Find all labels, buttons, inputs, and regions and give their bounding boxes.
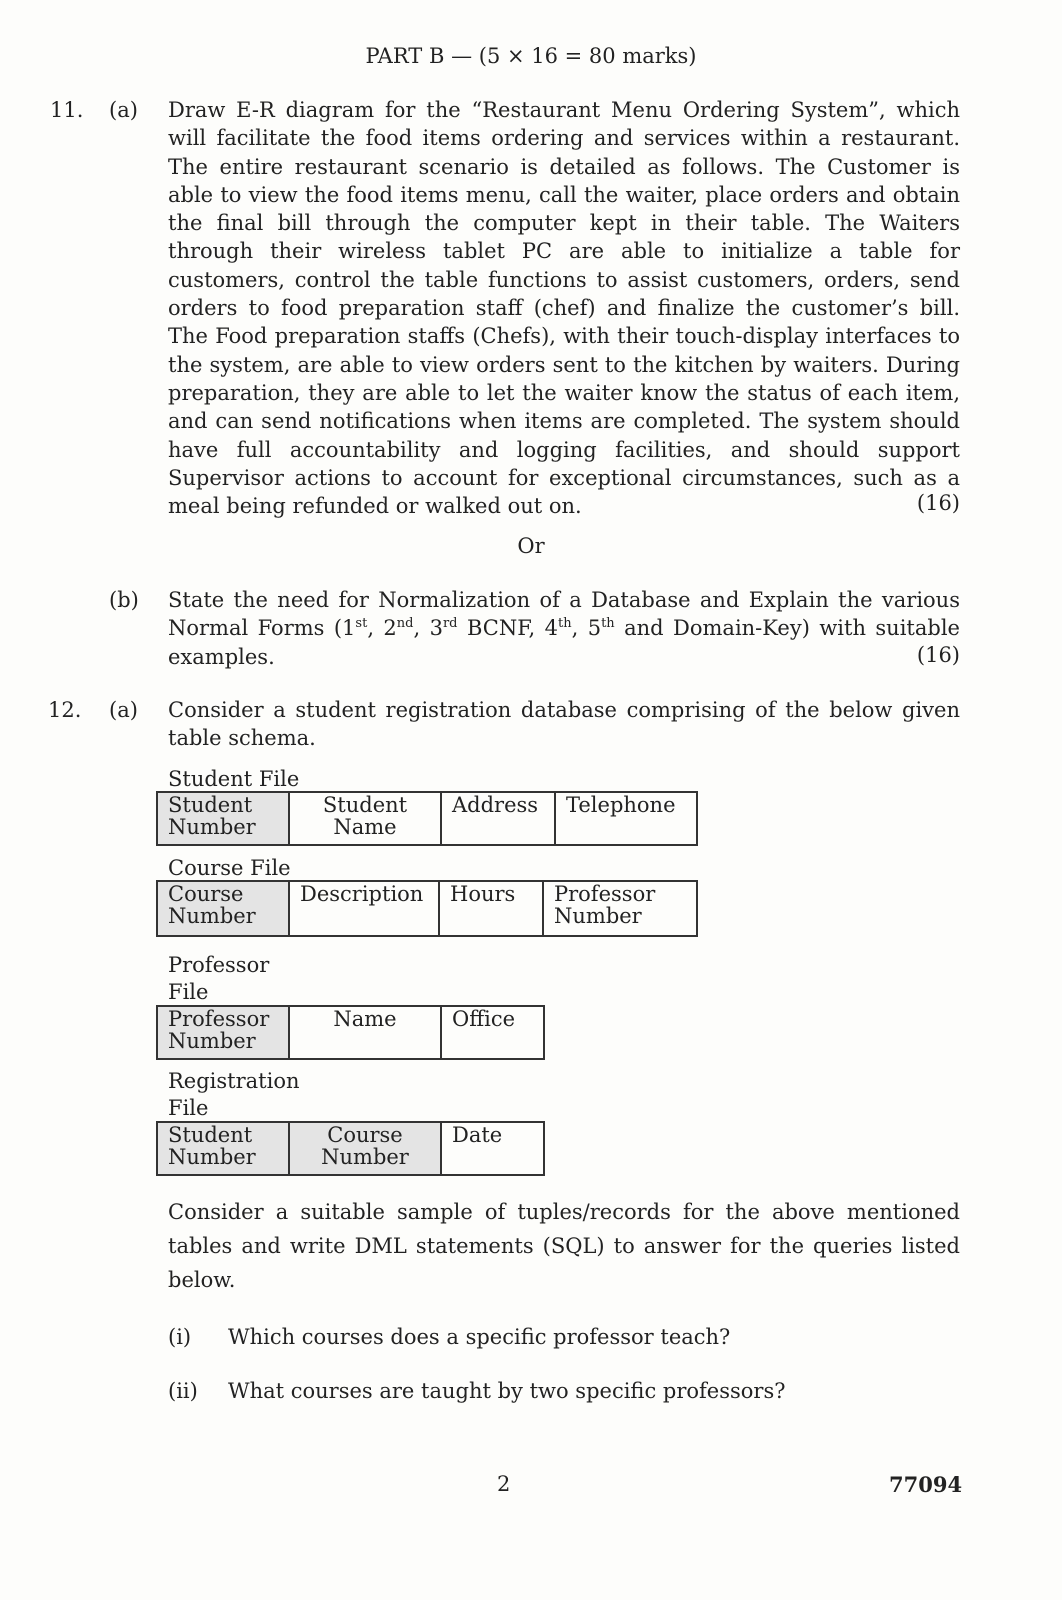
q11-a-text: Draw E-R diagram for the “Restaurant Menu Ordering System”, which will facilitate the food items ordering and services within a restaurant. The entire restaurant scenario is detailed as follows. The Customer is able to view the food items menu, call the waiter, place orders and obtain the final bill through the computer kept in their table. The Waiters through their wireless tablet PC are able to initialize a table for customers, control the table functions to assist customers, orders, send orders to food preparation staff (chef) and finalize the customer’s bill. The Food preparation staffs (Chefs), with their touch-display interfaces to the system, are able to view orders sent to the kitchen by waiters. During preparation, they are able to let the waiter know the status of each item, and can send notifications when items are completed. The system should have full accountability and logging facilities, and should support Supervisor actions to account for exceptional circumstances, such as a meal being refunded or walked out on. (168, 98, 960, 519)
q11-a-marks: (16) (916, 491, 960, 515)
student-name-column: Student Name (289, 792, 441, 845)
course-file-table (156, 880, 698, 937)
professor-number-column: Professor Number (543, 881, 697, 936)
registration-course-number-column: Course Number (289, 1122, 441, 1175)
student-file-caption: Student File (168, 767, 300, 791)
paper-code: 77094 (889, 1472, 963, 1497)
description-column: Description (289, 881, 439, 936)
date-column: Date (441, 1122, 544, 1175)
q12-a-intro: Consider a student registration database comprising of the below given table schema. (168, 698, 960, 751)
q12-a-instructions: Consider a suitable sample of tuples/records for the above mentioned tables and write DML statements (SQL) to answer for the queries listed below. (168, 1200, 960, 1292)
student-number-column: Student Number (157, 792, 289, 845)
q11-b-label: (b) (109, 588, 139, 612)
q12-a-label: (a) (109, 698, 138, 722)
part-header: PART B — (5 × 16 = 80 marks) (365, 44, 697, 68)
question-12-number: 12. (48, 698, 82, 722)
professor-name-column: Name (289, 1006, 441, 1059)
query-i-text: Which courses does a specific professor teach? (228, 1325, 731, 1349)
page-number: 2 (497, 1472, 511, 1496)
telephone-column: Telephone (555, 792, 697, 845)
hours-column: Hours (439, 881, 543, 936)
address-column: Address (441, 792, 555, 845)
course-number-column: Course Number (157, 881, 289, 936)
query-ii-label: (ii) (168, 1379, 198, 1403)
q11-b-text: State the need for Normalization of a Database and Explain the various Normal Forms (1st, 2nd, 3rd BCNF, 4th, 5th and Domain-Key) with suitable examples. (168, 588, 960, 669)
professor-number-column: Professor Number (157, 1006, 289, 1059)
professor-file-table (156, 1005, 545, 1060)
query-ii-text: What courses are taught by two specific professors? (228, 1379, 786, 1403)
office-column: Office (441, 1006, 544, 1059)
registration-student-number-column: Student Number (157, 1122, 289, 1175)
course-file-caption: Course File (168, 856, 291, 880)
or-separator: Or (517, 534, 545, 558)
registration-file-caption: Registration File (168, 1069, 300, 1120)
student-file-table (156, 791, 698, 846)
registration-file-table (156, 1121, 545, 1176)
query-i-label: (i) (168, 1325, 192, 1349)
q11-a-label: (a) (109, 98, 138, 122)
q11-b-marks: (16) (916, 643, 960, 667)
question-11-number: 11. (50, 98, 84, 122)
professor-file-caption: Professor File (168, 953, 270, 1004)
